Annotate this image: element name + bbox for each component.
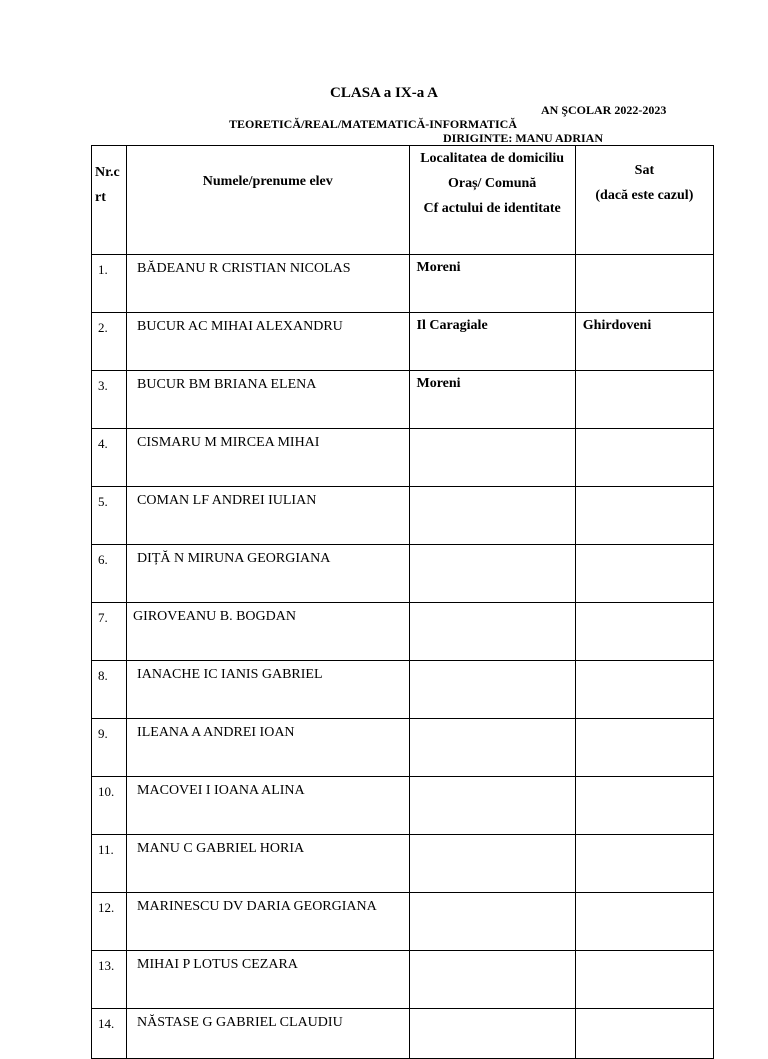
row-number: 7. bbox=[92, 603, 127, 661]
header-locality-line: Localitatea de domiciliu bbox=[420, 151, 565, 166]
student-village bbox=[575, 429, 713, 487]
table-row bbox=[92, 835, 714, 893]
header-village bbox=[575, 146, 713, 255]
student-village: Ghirdoveni bbox=[575, 313, 713, 371]
table-row bbox=[92, 371, 714, 429]
student-name: BUCUR BM BRIANA ELENA bbox=[127, 371, 409, 429]
student-name: BUCUR AC MIHAI ALEXANDRU bbox=[127, 313, 409, 371]
student-name: MANU C GABRIEL HORIA bbox=[127, 835, 409, 893]
row-number: 1. bbox=[92, 255, 127, 313]
header-locality bbox=[409, 146, 575, 255]
header-locality-line: Oraș/ Comună bbox=[447, 176, 537, 191]
row-number: 4. bbox=[92, 429, 127, 487]
table-row bbox=[92, 951, 714, 1009]
student-locality: Il Caragiale bbox=[409, 313, 575, 371]
student-name: DIȚĂ N MIRUNA GEORGIANA bbox=[127, 545, 409, 603]
table-row bbox=[92, 1009, 714, 1059]
student-name: CISMARU M MIRCEA MIHAI bbox=[127, 429, 409, 487]
student-village bbox=[575, 835, 713, 893]
student-locality bbox=[409, 719, 575, 777]
school-year: AN ŞCOLAR 2022-2023 bbox=[541, 103, 667, 117]
student-locality: Moreni bbox=[409, 255, 575, 313]
header-name: Numele/prenume elev bbox=[127, 146, 409, 255]
student-locality bbox=[409, 487, 575, 545]
student-locality bbox=[409, 835, 575, 893]
table-row bbox=[92, 719, 714, 777]
student-name: COMAN LF ANDREI IULIAN bbox=[127, 487, 409, 545]
student-locality bbox=[409, 951, 575, 1009]
student-name: GIROVEANU B. BOGDAN bbox=[127, 603, 409, 661]
row-number: 13. bbox=[92, 951, 127, 1009]
student-name: BĂDEANU R CRISTIAN NICOLAS bbox=[127, 255, 409, 313]
student-locality bbox=[409, 777, 575, 835]
header-locality-line: Cf actului de identitate bbox=[423, 201, 561, 216]
student-locality bbox=[409, 1009, 575, 1059]
table-row bbox=[92, 661, 714, 719]
row-number: 10. bbox=[92, 777, 127, 835]
student-roster-table bbox=[91, 145, 714, 1059]
row-number: 12. bbox=[92, 893, 127, 951]
header-village-line: Sat bbox=[634, 163, 655, 178]
student-village bbox=[575, 1009, 713, 1059]
student-village bbox=[575, 371, 713, 429]
table-header-row bbox=[92, 146, 714, 255]
header-nr-line: Nr.c bbox=[95, 165, 120, 180]
table-row bbox=[92, 545, 714, 603]
row-number: 11. bbox=[92, 835, 127, 893]
table-row bbox=[92, 603, 714, 661]
header-nr-line: rt bbox=[95, 190, 106, 205]
student-village bbox=[575, 893, 713, 951]
student-name: ILEANA A ANDREI IOAN bbox=[127, 719, 409, 777]
student-village bbox=[575, 545, 713, 603]
row-number: 9. bbox=[92, 719, 127, 777]
student-name: NĂSTASE G GABRIEL CLAUDIU bbox=[127, 1009, 409, 1059]
row-number: 8. bbox=[92, 661, 127, 719]
student-locality bbox=[409, 603, 575, 661]
class-teacher: DIRIGINTE: MANU ADRIAN bbox=[443, 131, 604, 145]
table-row bbox=[92, 255, 714, 313]
student-village bbox=[575, 777, 713, 835]
student-village bbox=[575, 951, 713, 1009]
student-name: MARINESCU DV DARIA GEORGIANA bbox=[127, 893, 409, 951]
table-row bbox=[92, 313, 714, 371]
student-name: MACOVEI I IOANA ALINA bbox=[127, 777, 409, 835]
student-locality bbox=[409, 661, 575, 719]
class-profile: TEORETICĂ/REAL/MATEMATICĂ-INFORMATICĂ bbox=[229, 117, 518, 131]
student-village bbox=[575, 255, 713, 313]
row-number: 14. bbox=[92, 1009, 127, 1059]
student-locality bbox=[409, 429, 575, 487]
header-nr bbox=[92, 146, 127, 255]
row-number: 3. bbox=[92, 371, 127, 429]
student-village bbox=[575, 487, 713, 545]
student-name: IANACHE IC IANIS GABRIEL bbox=[127, 661, 409, 719]
student-locality: Moreni bbox=[409, 371, 575, 429]
student-locality bbox=[409, 545, 575, 603]
class-title: CLASA a IX-a A bbox=[330, 85, 438, 101]
student-village bbox=[575, 603, 713, 661]
row-number: 5. bbox=[92, 487, 127, 545]
row-number: 6. bbox=[92, 545, 127, 603]
table-row bbox=[92, 893, 714, 951]
table-row bbox=[92, 777, 714, 835]
student-name: MIHAI P LOTUS CEZARA bbox=[127, 951, 409, 1009]
table-row bbox=[92, 429, 714, 487]
table-row bbox=[92, 487, 714, 545]
header-village-line: (dacă este cazul) bbox=[595, 188, 694, 203]
student-village bbox=[575, 719, 713, 777]
row-number: 2. bbox=[92, 313, 127, 371]
student-locality bbox=[409, 893, 575, 951]
student-village bbox=[575, 661, 713, 719]
